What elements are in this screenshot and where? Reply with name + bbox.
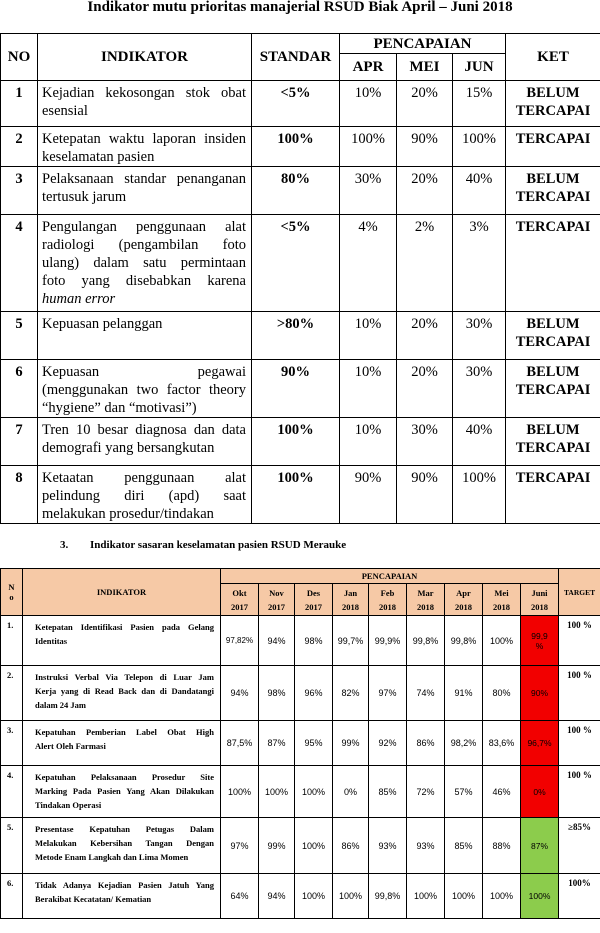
cell-value: 99% [333,721,369,766]
ket-line: BELUM [526,422,580,438]
juni-line: % [535,640,544,651]
t2-header-month [333,584,369,616]
cell-jun: 40% [453,418,506,466]
indikator-line: melakukan prosedur/tindakan [42,506,214,522]
cell-standar: 100% [252,466,340,524]
cell-apr: 30% [340,167,397,215]
cell-indikator [38,127,252,167]
cell-apr: 10% [340,81,397,127]
cell-ket [506,127,600,167]
cell-juni [521,766,559,818]
cell-target: 100 % [559,721,600,766]
ket-line: TERCAPAI [515,189,591,205]
cell-no: 5. [1,818,23,874]
cell-standar: 100% [252,127,340,167]
cell-target: 100% [559,874,600,919]
indikator-line: Marking Pada Pasien Yang Akan Dilakukan [35,786,214,796]
cell-standar: <5% [252,215,340,312]
cell-ket [506,466,600,524]
cell-value: 99,8% [369,874,407,919]
cell-apr: 90% [340,466,397,524]
month-year: 2018 [342,601,359,612]
cell-value: 100% [295,818,333,874]
indikator-line: (menggunakan two factor theory [42,382,246,398]
juni-line: 96,7% [527,738,552,748]
indikator-line: Tidak Adanya Kejadian Pasien Jatuh Yang [35,880,214,890]
cell-mei: 20% [397,167,453,215]
t2-header-month [407,584,445,616]
month-year: 2017 [268,601,285,612]
t2-header-month [521,584,559,616]
ket-line: TERCAPAI [515,470,591,486]
ket-line: TERCAPAI [515,440,591,456]
cell-value: 96% [295,666,333,721]
cell-value: 100% [407,874,445,919]
indikator-line: Kepatuhan Pemberian Label Obat High [35,727,214,737]
juni-line: 87% [531,840,549,851]
month-year: 2018 [531,601,549,612]
cell-value: 93% [369,818,407,874]
cell-no: 6 [1,360,38,418]
month-year: 2018 [493,601,510,612]
ket-line: TERCAPAI [515,103,591,119]
indikator-line: keselamatan pasien [42,149,155,165]
cell-jun: 30% [453,360,506,418]
cell-juni [521,818,559,874]
cell-jun: 100% [453,466,506,524]
month-year: 2018 [379,601,396,612]
cell-mei: 30% [397,418,453,466]
cell-ket [506,418,600,466]
cell-standar: 100% [252,418,340,466]
t2-header-month [445,584,483,616]
header-pencapaian: PENCAPAIAN [340,34,506,54]
cell-value: 0% [333,766,369,818]
month-name: Juni [531,587,548,598]
cell-standar: 90% [252,360,340,418]
cell-apr: 10% [340,418,397,466]
cell-apr: 100% [340,127,397,167]
cell-indikator [23,616,221,666]
indikator-line: ulang) dalam satu permintaan [42,255,246,271]
table2-row [1,616,600,666]
cell-value: 80% [483,666,521,721]
cell-value: 99% [259,818,295,874]
cell-target: ≥85% [559,818,600,874]
cell-standar: >80% [252,312,340,360]
cell-value: 64% [221,874,259,919]
cell-value: 97% [221,818,259,874]
table1-row [1,127,600,167]
cell-no: 5 [1,312,38,360]
cell-jun: 100% [453,127,506,167]
cell-value: 100% [483,616,521,666]
month-name: Feb [380,587,395,598]
table2-row [1,721,600,766]
cell-target: 100 % [559,766,600,818]
cell-juni [521,666,559,721]
cell-value: 99,8% [445,616,483,666]
cell-value: 94% [221,666,259,721]
cell-no: 7 [1,418,38,466]
cell-mei: 2% [397,215,453,312]
cell-jun: 30% [453,312,506,360]
indikator-line: Kepatuhan Pelaksanaan Prosedur Site [35,772,214,782]
indikator-line: dalam 24 Jam [35,700,86,710]
t2-header-month [295,584,333,616]
table1-row [1,466,600,524]
indikator-line: Identitas [35,636,68,646]
table-keselamatan-pasien [0,568,600,919]
header-indikator: INDIKATOR [38,34,252,81]
cell-indikator [23,721,221,766]
cell-value: 57% [445,766,483,818]
indikator-line: Ketepatan waktu laporan insiden [42,131,246,147]
table-prioritas-manajerial [0,33,600,524]
indikator-line: Kejadian kekosongan stok obat [42,85,246,101]
cell-value: 98% [295,616,333,666]
cell-jun: 40% [453,167,506,215]
table1-row [1,167,600,215]
table1-title: Indikator mutu prioritas manajerial RSUD Biak April – Juni 2018 [87,0,513,15]
cell-value: 88% [483,818,521,874]
ket-line: TERCAPAI [515,131,591,147]
indikator-line: Presentase Kepatuhan Petugas Dalam [35,824,214,834]
cell-standar: <5% [252,81,340,127]
cell-no: 1. [1,616,23,666]
t2-header-no-line2: o [9,592,14,602]
cell-value: 97% [369,666,407,721]
cell-mei: 20% [397,312,453,360]
cell-juni [521,874,559,919]
header-ket: KET [506,34,600,81]
cell-value: 86% [333,818,369,874]
cell-value: 100% [483,874,521,919]
indikator-line: Pengulangan penggunaan alat [42,219,246,235]
indikator-line: demografi yang bersangkutan [42,440,215,456]
cell-no: 3 [1,167,38,215]
cell-indikator [38,466,252,524]
indikator-line: Pelaksanaan standar penanganan [42,171,246,187]
cell-value: 100% [221,766,259,818]
cell-no: 8 [1,466,38,524]
table2-row [1,818,600,874]
cell-value: 97,82% [221,616,259,666]
header-jun: JUN [453,54,506,81]
table2-title [60,539,346,551]
indikator-line: Kepuasan pelanggan [42,316,163,332]
cell-mei: 20% [397,81,453,127]
ket-line: BELUM [526,316,580,332]
cell-indikator [23,818,221,874]
cell-value: 100% [445,874,483,919]
cell-apr: 4% [340,215,397,312]
cell-mei: 90% [397,466,453,524]
month-name: Okt [232,587,247,598]
juni-line: 0% [533,786,546,797]
cell-value: 100% [259,766,295,818]
month-name: Mar [417,587,434,598]
cell-jun: 15% [453,81,506,127]
cell-value: 87,5% [221,721,259,766]
month-name: Mei [494,587,509,598]
ket-line: TERCAPAI [515,382,591,398]
t2-header-month [259,584,295,616]
cell-ket [506,360,600,418]
cell-no: 1 [1,81,38,127]
indikator-line: foto yang disebabkan karena [42,273,246,289]
t2-header-month [483,584,521,616]
cell-value: 82% [333,666,369,721]
juni-line: 100% [528,891,551,901]
ket-line: TERCAPAI [515,334,591,350]
month-year: 2017 [231,601,248,612]
cell-target: 100 % [559,616,600,666]
cell-jun: 3% [453,215,506,312]
cell-value: 100% [333,874,369,919]
month-name: Apr [456,587,471,598]
cell-juni [521,721,559,766]
table2-title-number: 3. [60,539,69,551]
cell-value: 83,6% [483,721,521,766]
month-year: 2018 [417,601,434,612]
ket-line: BELUM [526,171,580,187]
indikator-line: radiologi (pengambilan foto [42,237,246,253]
cell-no: 4 [1,215,38,312]
table1-row [1,215,600,312]
ket-line: BELUM [526,364,580,380]
cell-indikator [23,666,221,721]
t2-header-indikator: INDIKATOR [23,569,221,616]
indikator-line: pelindung diri (apd) saat [42,488,246,504]
month-name: Nov [269,587,284,598]
cell-indikator [38,418,252,466]
cell-value: 86% [407,721,445,766]
indikator-line: Alert Oleh Farmasi [35,741,106,751]
table1-row [1,418,600,466]
indikator-line: Ketaatan penggunaan alat [42,470,246,486]
indikator-line: “hygiene” dan “motivasi”) [42,400,197,416]
cell-indikator [38,312,252,360]
t2-header-month [221,584,259,616]
indikator-line: Tindakan Operasi [35,800,102,810]
header-no: NO [1,34,38,81]
indikator-line: Kepuasan pegawai [42,364,246,380]
indikator-line: Tren 10 besar diagnosa dan data [42,422,246,438]
indikator-line: Berakibat Kecatatan/ Kematian [35,894,152,904]
cell-mei: 20% [397,360,453,418]
cell-indikator [38,360,252,418]
indikator-line: tertusuk jarum [42,189,127,205]
table1-row [1,360,600,418]
cell-no: 6. [1,874,23,919]
indikator-italic: human error [42,291,116,307]
month-year: 2018 [455,601,472,612]
juni-line: 90% [531,688,549,698]
cell-value: 99,9% [369,616,407,666]
table2-row [1,666,600,721]
cell-ket [506,167,600,215]
indikator-line: Metode Enam Langkah dan Lima Momen [35,852,189,862]
cell-value: 93% [407,818,445,874]
cell-no: 3. [1,721,23,766]
juni-line: 99,9 [531,630,548,641]
cell-no: 4. [1,766,23,818]
t2-header-no [1,569,23,616]
cell-value: 100% [295,874,333,919]
t2-header-target: TARGET [559,569,600,616]
indikator-line: Melakukan Kebersihan Tangan Dengan [35,838,214,848]
cell-value: 85% [445,818,483,874]
cell-ket [506,81,600,127]
cell-value: 92% [369,721,407,766]
cell-value: 98% [259,666,295,721]
table2-row [1,874,600,919]
cell-no: 2 [1,127,38,167]
cell-value: 72% [407,766,445,818]
cell-indikator [23,874,221,919]
indikator-line: Instruksi Verbal Via Telepon di Luar Jam [35,672,214,682]
cell-indikator [38,167,252,215]
ket-line: BELUM [526,85,580,101]
month-name: Des [306,587,321,598]
t2-header-pencapaian: PENCAPAIAN [221,569,559,584]
t2-header-no-line1: N [8,582,15,592]
cell-value: 95% [295,721,333,766]
header-apr: APR [340,54,397,81]
cell-ket [506,215,600,312]
cell-value: 94% [259,874,295,919]
indikator-line: esensial [42,103,88,119]
header-standar: STANDAR [252,34,340,81]
month-name: Jan [343,587,358,598]
cell-mei: 90% [397,127,453,167]
cell-indikator [38,215,252,312]
header-mei: MEI [397,54,453,81]
cell-apr: 10% [340,360,397,418]
month-year: 2017 [305,601,322,612]
table2-title-text: Indikator sasaran keselamatan pasien RSUD Merauke [90,539,347,551]
cell-value: 98,2% [445,721,483,766]
cell-juni [521,616,559,666]
cell-value: 99,8% [407,616,445,666]
cell-value: 87% [259,721,295,766]
cell-value: 100% [295,766,333,818]
t2-header-month [369,584,407,616]
table2-row [1,766,600,818]
table1-row [1,81,600,127]
cell-value: 99,7% [333,616,369,666]
cell-value: 91% [445,666,483,721]
cell-target: 100 % [559,666,600,721]
cell-standar: 80% [252,167,340,215]
cell-value: 46% [483,766,521,818]
cell-ket [506,312,600,360]
cell-indikator [23,766,221,818]
table1-row [1,312,600,360]
indikator-line: Kerja yang di Read Back dan di Dandatangi [35,686,214,696]
cell-no: 2. [1,666,23,721]
cell-apr: 10% [340,312,397,360]
cell-value: 94% [259,616,295,666]
indikator-line: Ketepatan Identifikasi Pasien pada Gelang [35,622,214,632]
cell-value: 74% [407,666,445,721]
cell-value: 85% [369,766,407,818]
ket-line: TERCAPAI [515,219,591,235]
cell-indikator [38,81,252,127]
